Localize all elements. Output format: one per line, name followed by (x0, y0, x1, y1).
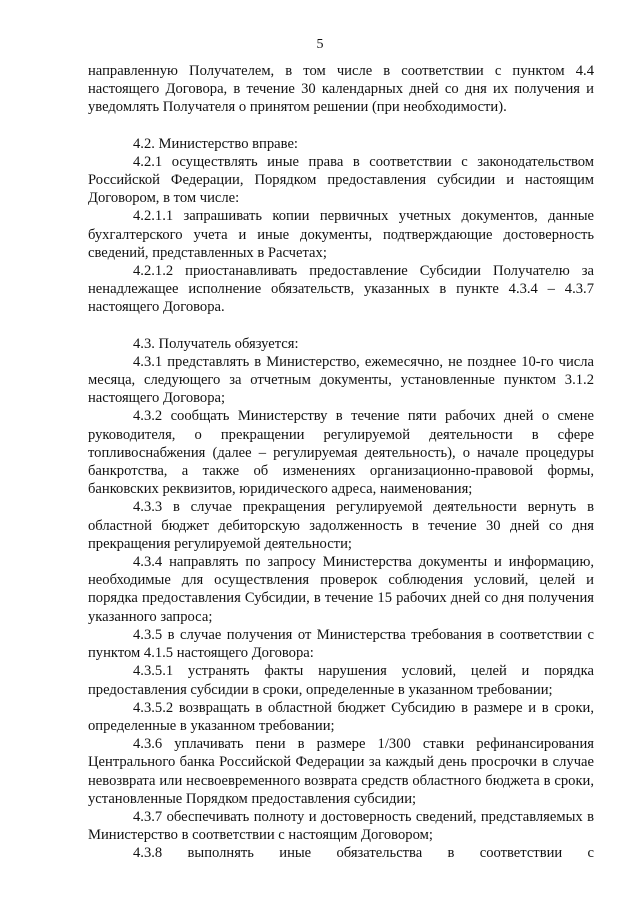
section-heading-4-3: 4.3. Получатель обязуется: (133, 335, 299, 352)
clause-4-3-3: 4.3.3 в случае прекращения регулируемой деятельности вернуть в областной бюджет дебиторскую задолженность в течение 30 дней со дня прекращения регулируемой деятельности; (88, 499, 594, 552)
clause-4-3-5-1: 4.3.5.1 устранять факты нарушения условий, целей и порядка предоставления субсидии в сроки, определенные в указанном требовании; (88, 663, 594, 698)
clause-4-3-8: 4.3.8 выполнять иные обязательства в соответствии с (133, 845, 594, 862)
paragraph-continuation: направленную Получателем, в том числе в соответствии с пунктом 4.4 настоящего Договора, в течение 30 календарных дней со дня их получения и уведомлять Получателя о принятом решении (при необходимости). (88, 63, 594, 116)
clause-4-3-6: 4.3.6 уплачивать пени в размере 1/300 ставки рефинансирования Центрального банка Российской Федерации за каждый день просрочки в случае невозврата или несвоевременного возврата средств областного бюджета в сроки, установленные Порядком предоставления субсидии; (88, 736, 594, 807)
clause-4-2-1-2: 4.2.1.2 приостанавливать предоставление Субсидии Получателю за ненадлежащее исполнение обязательств, указанных в пункте 4.3.4 – 4.3.7 настоящего Договора. (88, 263, 594, 316)
clause-4-2-1: 4.2.1 осуществлять иные права в соответствии с законодательством Российской Федерации, Порядком предоставления субсидии и настоящим Договором, в том числе: (88, 153, 594, 207)
clause-4-3-2: 4.3.2 сообщать Министерству в течение пяти рабочих дней о смене руководителя, о прекращении регулируемой деятельности в сфере топливоснабжения (далее – регулируемая деятельность), о начале процедуры банкротства, а также об изменениях организационно-правовой формы, банковских реквизитов, юридического адреса, наименования; (88, 408, 594, 498)
clause-4-3-4: 4.3.4 направлять по запросу Министерства документы и информацию, необходимые для осуществления проверок соблюдения условий, целей и порядка предоставления Субсидии, в течение 15 рабочих дней со дня получения указанного запроса; (88, 554, 594, 625)
clause-4-3-1: 4.3.1 представлять в Министерство, ежемесячно, не позднее 10-го числа месяца, следующего за отчетным документы, установленные пунктом 3.1.2 настоящего Договора; (88, 353, 594, 407)
section-heading-4-2: 4.2. Министерство вправе: (133, 135, 298, 152)
clause-4-3-7: 4.3.7 обеспечивать полноту и достоверность сведений, представляемых в Министерство в соответствии с настоящим Договором; (88, 808, 594, 844)
clause-4-2-1-1: 4.2.1.1 запрашивать копии первичных учетных документов, данные бухгалтерского учета и иные документы, подтверждающие достоверность сведений, представленных в Расчетах; (88, 208, 594, 261)
document-body (88, 62, 594, 863)
clause-4-3-5: 4.3.5 в случае получения от Министерства требования в соответствии с пунктом 4.1.5 настоящего Договора: (88, 626, 594, 662)
page-number: 5 (316, 37, 324, 52)
clause-4-3-5-2: 4.3.5.2 возвращать в областной бюджет Субсидию в размере и в сроки, определенные в указанном требовании; (88, 699, 594, 734)
